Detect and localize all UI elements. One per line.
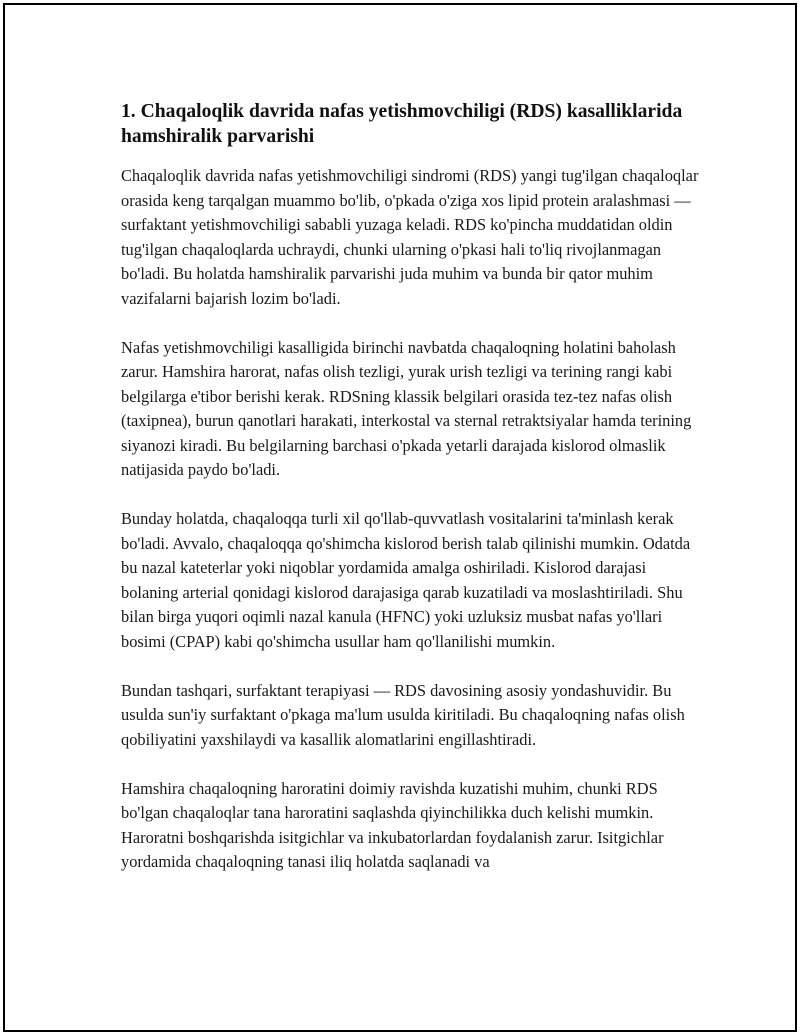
document-body: [121, 99, 701, 899]
paragraph-surfactant: Bundan tashqari, surfaktant terapiyasi — RDS davosining asosiy yondashuvidir. Bu usulda sun'iy surfaktant o'pkaga ma'lum usulda kiritiladi. Bu chaqaloqning nafas olish qobiliyatini yaxshilaydi va kasallik alomatlarini engillashtiradi.: [121, 680, 685, 749]
paragraph-intro: Chaqaloqlik davrida nafas yetishmovchiligi sindromi (RDS) yangi tug'ilgan chaqaloqlar orasida keng tarqalgan muammo bo'lib, o'pkada o'ziga xos lipid protein aralashmasi — surfaktant yetishmovchiligi sababli yuzaga keladi. RDS ko'pincha muddatidan oldin tug'ilgan chaqaloqlarda uchraydi, chunki ularning o'pkasi hali to'liq rivojlanmagan bo'ladi. Bu holatda hamshiralik parvarishi juda muhim va bunda bir qator muhim vazifalarni bajarish lozim bo'ladi.: [121, 166, 699, 308]
paragraph-support: Bunday holatda, chaqaloqqa turli xil qo'llab-quvvatlash vositalarini ta'minlash kerak bo'ladi. Avvalo, chaqaloqqa qo'shimcha kislorod berish talab qilinishi mumkin. Odatda bu nazal kateterlar yoki niqoblar yordamida amalga oshiriladi. Kislorod darajasi bolaning arterial qonidagi kislorod darajasiga qarab kuzatiladi va moslashtiriladi. Shu bilan birga yuqori oqimli nazal kanula (HFNC) yoki uzluksiz musbat nafas yo'llari bosimi (CPAP) kabi qo'shimcha usullar ham qo'llanilishi mumkin.: [121, 509, 691, 651]
paragraph-assessment: Nafas yetishmovchiligi kasalligida birinchi navbatda chaqaloqning holatini baholash zarur. Hamshira harorat, nafas olish tezligi, yurak urish tezligi va terining rangi kabi belgilarga e'tibor berishi kerak. RDSning klassik belgilari orasida tez-tez nafas olish (taxipnea), burun qanotlari harakati, interkostal va sternal retraktsiyalar hamda terining siyanozi kiradi. Bu belgilarning barchasi o'pkada yetarli darajada kislorod olmaslik natijasida paydo bo'ladi.: [121, 337, 692, 479]
section-heading: 1. Chaqaloqlik davrida nafas yetishmovchiligi (RDS) kasalliklarida hamshiralik parvarishi: [121, 101, 683, 147]
paragraph-temperature: Hamshira chaqaloqning haroratini doimiy ravishda kuzatishi muhim, chunki RDS bo'lgan chaqaloqlar tana haroratini saqlashda qiyinchilikka duch kelishi mumkin. Haroratni boshqarishda isitgichlar va inkubatorlardan foydalanish zarur. Isitgichlar yordamida chaqaloqning tanasi iliq holatda saqlanadi va: [121, 778, 664, 871]
page-frame: [3, 3, 797, 1032]
